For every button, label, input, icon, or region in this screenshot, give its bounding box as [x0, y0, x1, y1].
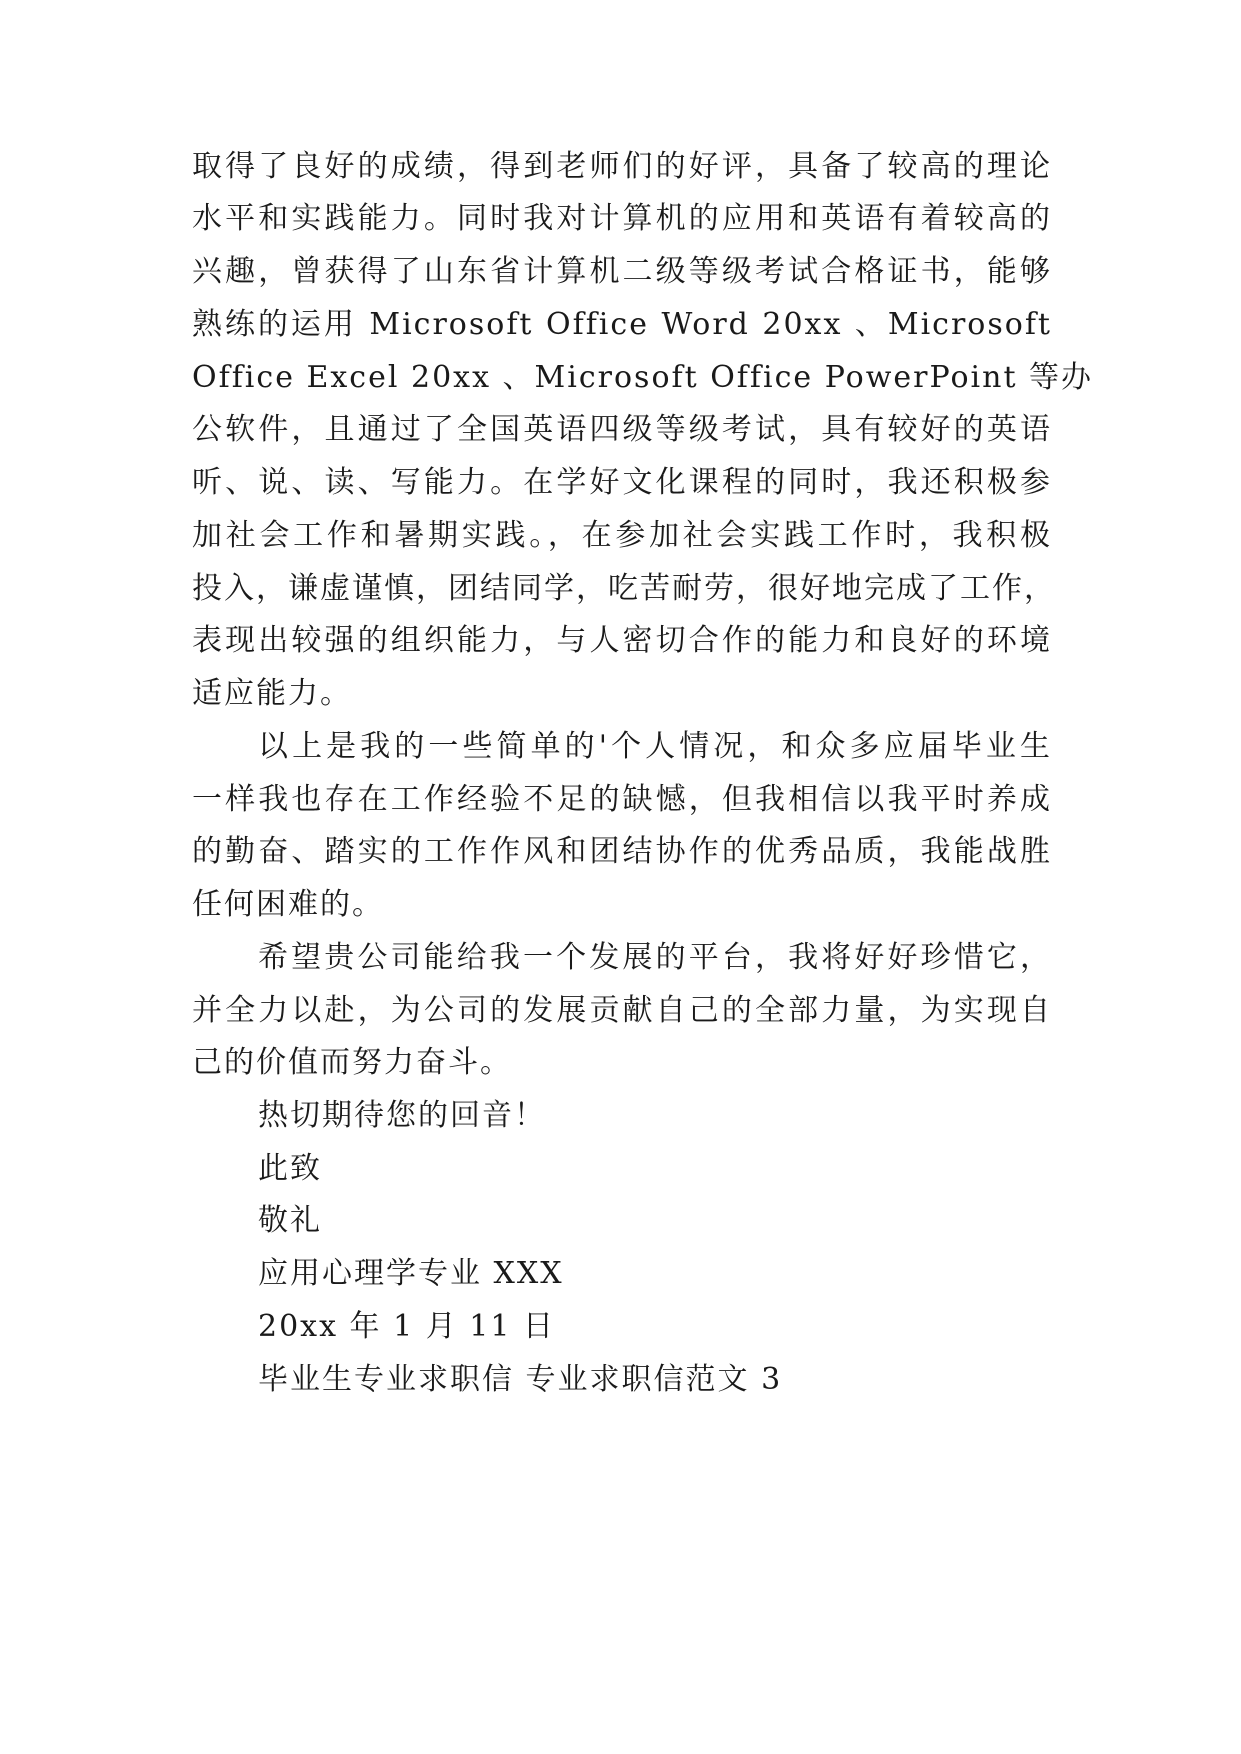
paragraph-line: 兴趣，曾获得了山东省计算机二级等级考试合格证书，能够 [192, 254, 1052, 289]
signature: 应用心理学专业 XXX [258, 1256, 564, 1291]
paragraph-line: 取得了良好的成绩，得到老师们的好评，具备了较高的理论 [192, 149, 1052, 184]
paragraph-line: 加社会工作和暑期实践。，在参加社会实践工作时，我积极 [192, 518, 1052, 553]
closing-expectation: 热切期待您的回音！ [258, 1098, 546, 1133]
next-section-title: 毕业生专业求职信 专业求职信范文 3 [258, 1362, 783, 1397]
paragraph-line: 任何困难的。 [192, 887, 384, 922]
paragraph-line: 一样我也存在工作经验不足的缺憾，但我相信以我平时养成 [192, 782, 1052, 817]
paragraph-line: 己的价值而努力奋斗。 [192, 1045, 512, 1080]
paragraph-line: 的勤奋、踏实的工作作风和团结协作的优秀品质，我能战胜 [192, 834, 1052, 869]
paragraph-line: 表现出较强的组织能力，与人密切合作的能力和良好的环境 [192, 623, 1052, 658]
paragraph-line: 投入，谦虚谨慎，团结同学，吃苦耐劳，很好地完成了工作， [192, 571, 1056, 606]
paragraph-line: 听、说、读、写能力。在学好文化课程的同时，我还积极参 [192, 465, 1052, 500]
paragraph-line: Office Excel 20xx 、Microsoft Office PowerPoint 等办 [192, 360, 1094, 395]
paragraph-line: 熟练的运用 Microsoft Office Word 20xx 、Microsoft [192, 307, 1052, 342]
letter-date: 20xx 年 1 月 11 日 [258, 1309, 555, 1344]
paragraph-line: 并全力以赴，为公司的发展贡献自己的全部力量，为实现自 [192, 993, 1052, 1028]
paragraph-line: 水平和实践能力。同时我对计算机的应用和英语有着较高的 [192, 201, 1052, 236]
closing-salutation: 此致 [258, 1151, 322, 1186]
paragraph-line: 适应能力。 [192, 676, 352, 711]
paragraph-line: 以上是我的一些简单的'个人情况，和众多应届毕业生 [258, 729, 1052, 764]
paragraph-line: 希望贵公司能给我一个发展的平台，我将好好珍惜它， [258, 940, 1052, 975]
closing-salutation: 敬礼 [258, 1203, 322, 1238]
paragraph-line: 公软件，且通过了全国英语四级等级考试，具有较好的英语 [192, 412, 1052, 447]
